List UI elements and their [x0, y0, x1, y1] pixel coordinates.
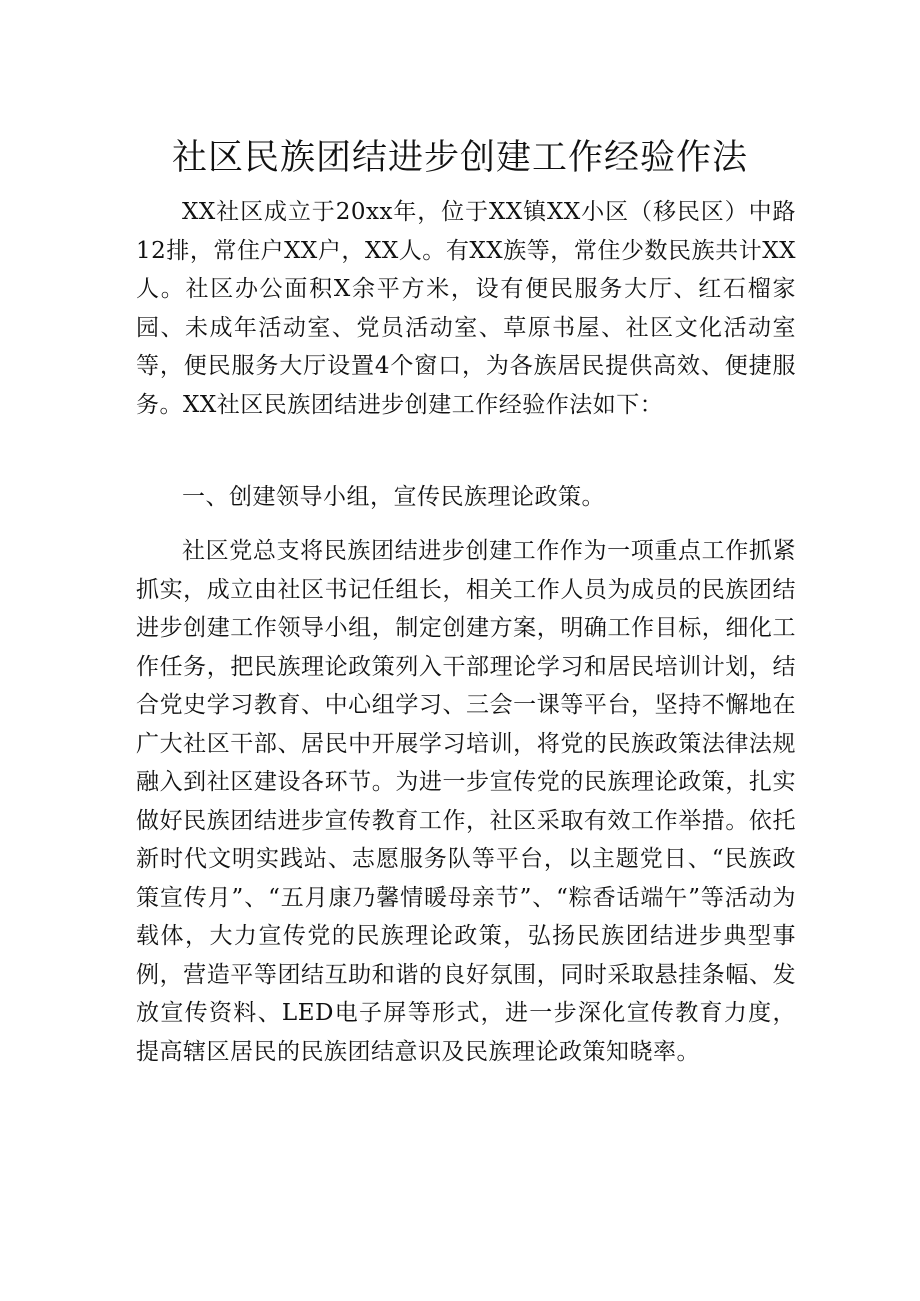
document-title: 社区民族团结进步创建工作经验作法 — [171, 138, 748, 178]
intro-paragraph: XX社区成立于20xx年，位于XX镇XX小区（移民区）中路12排，常住户XX户，XX人。有XX族等，常住少数民族共计XX人。社区办公面积X余平方米，设有便民服务大厅、红石榴家园、未成年活动室、党员活动室、草原书屋、社区文化活动室等，便民服务大厅设置4个窗口，为各族居民提供高效、便捷服务。XX社区民族团结进步创建工作经验作法如下： — [136, 199, 796, 418]
section-heading-1: 一、创建领导小组，宣传民族理论政策。 — [182, 484, 605, 510]
section-1-paragraph: 社区党总支将民族团结进步创建工作作为一项重点工作抓紧抓实，成立由社区书记任组长，相关工作人员为成员的民族团结进步创建工作领导小组，制定创建方案，明确工作目标，细化工作任务，把民族理论政策列入干部理论学习和居民培训计划，结合党史学习教育、中心组学习、三会一课等平台，坚持不懈地在广大社区干部、居民中开展学习培训，将党的民族政策法律法规融入到社区建设各环节。为进一步宣传党的民族理论政策，扎实做好民族团结进步宣传教育工作，社区采取有效工作举措。依托新时代文明实践站、志愿服务队等平台，以主题党日、“民族政策宣传月”、“五月康乃馨情暖母亲节”、“粽香话端午”等活动为载体，大力宣传党的民族理论政策，弘扬民族团结进步典型事例，营造平等团结互助和谐的良好氛围，同时采取悬挂条幅、发放宣传资料、LED电子屏等形式，进一步深化宣传教育力度，提高辖区居民的民族团结意识及民族理论政策知晓率。 — [136, 538, 796, 1065]
